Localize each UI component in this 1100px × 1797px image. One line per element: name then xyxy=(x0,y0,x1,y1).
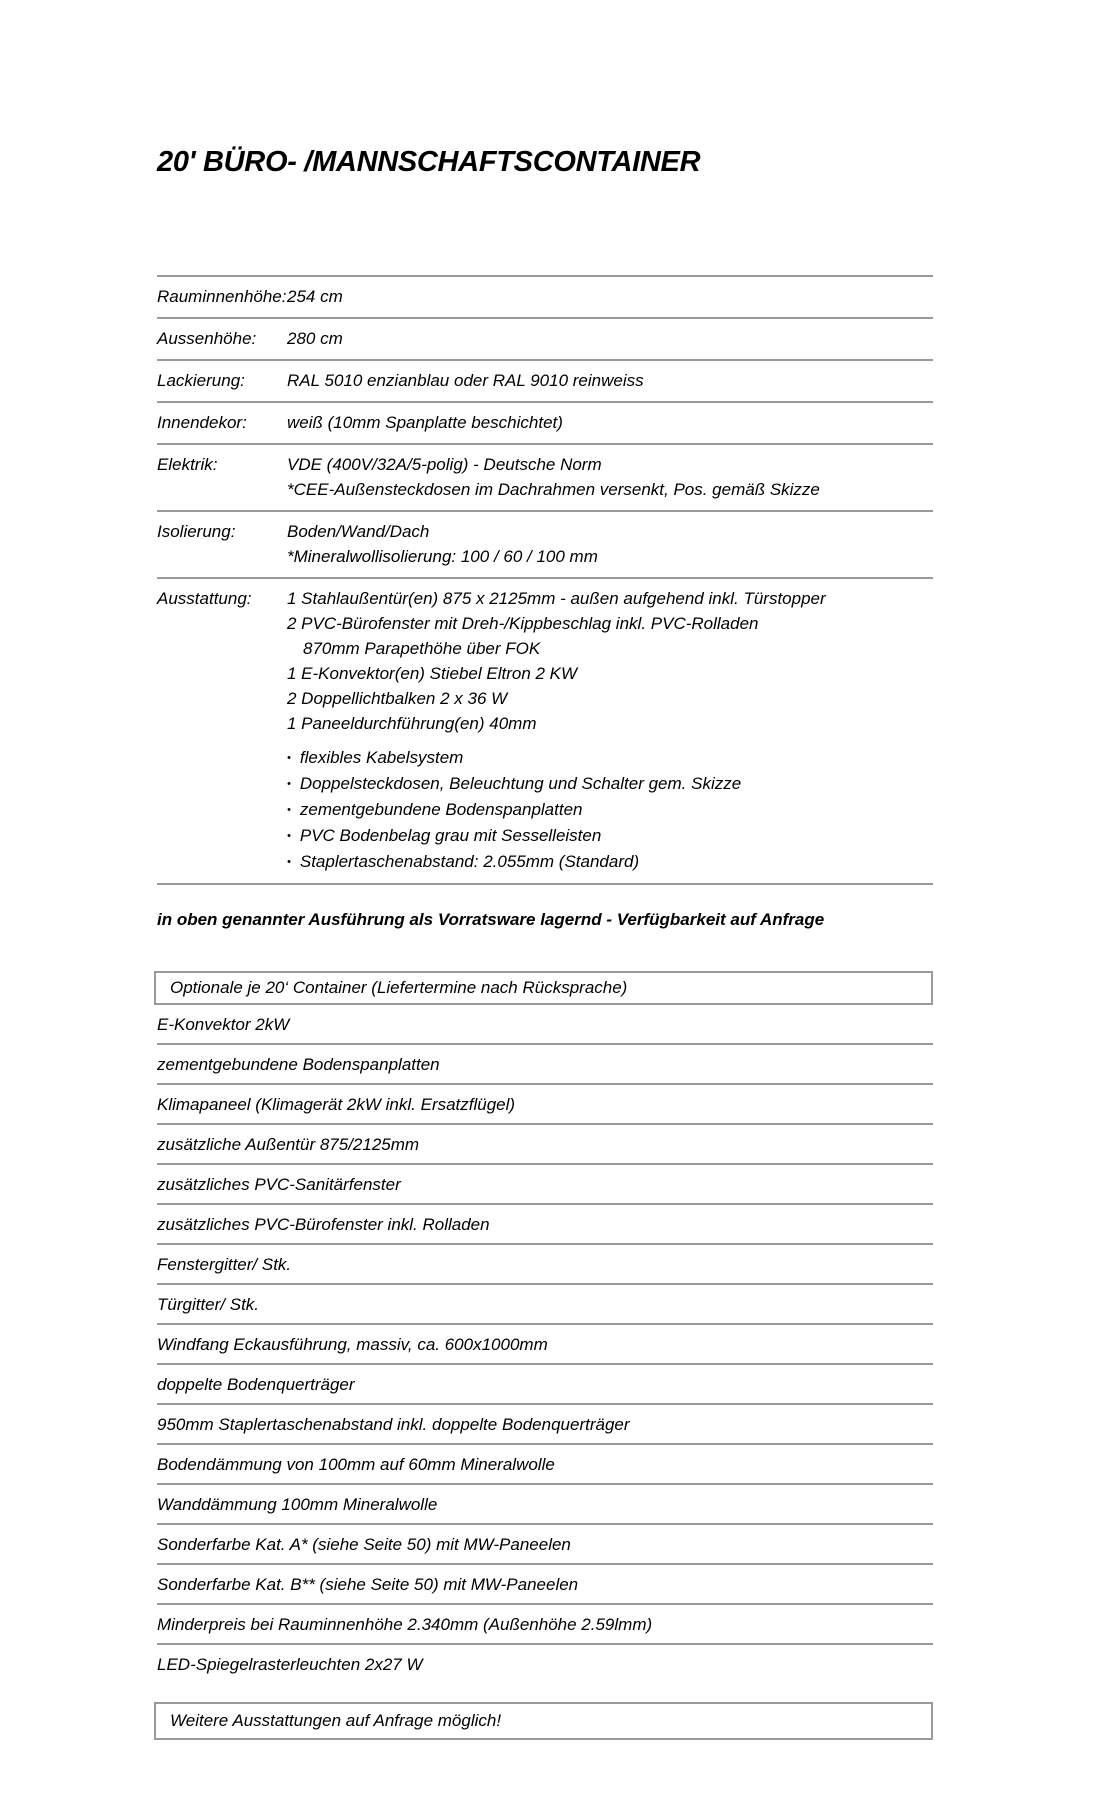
spec-value xyxy=(287,368,933,393)
option-row: zusätzliches PVC-Sanitärfenster xyxy=(157,1165,933,1205)
option-row: zementgebundene Bodenspanplatten xyxy=(157,1045,933,1085)
spec-value-line: 280 cm xyxy=(287,329,343,348)
option-row: Minderpreis bei Rauminnenhöhe 2.340mm (Außenhöhe 2.59lmm) xyxy=(157,1605,933,1645)
spec-value-line: • Doppelsteckdosen, Beleuchtung und Schalter gem. Skizze xyxy=(287,771,933,797)
spec-label: Aussenhöhe: xyxy=(157,329,257,348)
spec-value-line: VDE (400V/32A/5-polig) - Deutsche Norm xyxy=(287,455,602,474)
spec-value-line: *CEE-Außensteckdosen im Dachrahmen versenkt, Pos. gemäß Skizze xyxy=(287,480,820,499)
spec-value xyxy=(287,284,933,309)
option-row: Sonderfarbe Kat. A* (siehe Seite 50) mit MW-Paneelen xyxy=(157,1525,933,1565)
spec-row xyxy=(157,445,933,512)
options-header-box xyxy=(154,971,933,1005)
spec-row xyxy=(157,403,933,445)
availability-note: in oben genannter Ausführung als Vorratsware lagernd - Verfügbarkeit auf Anfrage xyxy=(157,910,825,929)
spec-value-line: • Staplertaschenabstand: 2.055mm (Standard) xyxy=(287,849,933,875)
option-row: Wanddämmung 100mm Mineralwolle xyxy=(157,1485,933,1525)
spec-label: Elektrik: xyxy=(157,455,218,474)
option-row: zusätzliche Außentür 875/2125mm xyxy=(157,1125,933,1165)
spec-row xyxy=(157,319,933,361)
spec-value xyxy=(287,586,933,875)
spec-row xyxy=(157,512,933,579)
spec-value-line: 1 Paneeldurchführung(en) 40mm xyxy=(287,714,537,733)
option-row: Klimapaneel (Klimagerät 2kW inkl. Ersatzflügel) xyxy=(157,1085,933,1125)
option-row: LED-Spiegelrasterleuchten 2x27 W xyxy=(157,1655,423,1674)
spec-row xyxy=(157,361,933,403)
spec-value-line: 2 PVC-Bürofenster mit Dreh-/Kippbeschlag inkl. PVC-Rolladen xyxy=(287,614,759,633)
spec-value-line: • flexibles Kabelsystem xyxy=(287,745,933,771)
spec-value xyxy=(287,326,933,351)
options-header-label: Optionale je 20‘ Container (Liefertermine nach Rücksprache) xyxy=(170,978,628,997)
option-row: 950mm Staplertaschenabstand inkl. doppelte Bodenquerträger xyxy=(157,1405,933,1445)
spec-value xyxy=(287,519,933,569)
spec-label: Rauminnenhöhe: xyxy=(157,287,287,306)
spec-value-line: 1 Stahlaußentür(en) 875 x 2125mm - außen aufgehend inkl. Türstopper xyxy=(287,589,826,608)
option-row: Fenstergitter/ Stk. xyxy=(157,1245,933,1285)
document-content xyxy=(157,0,933,1740)
options-list xyxy=(157,1005,933,1683)
spec-label: Innendekor: xyxy=(157,413,247,432)
option-row: E-Konvektor 2kW xyxy=(157,1005,933,1045)
spec-label: Isolierung: xyxy=(157,522,236,541)
spec-value-line: 2 Doppellichtbalken 2 x 36 W xyxy=(287,689,508,708)
spec-value-line: 254 cm xyxy=(287,287,343,306)
spec-table xyxy=(157,275,933,885)
option-row: doppelte Bodenquerträger xyxy=(157,1365,933,1405)
option-row: Bodendämmung von 100mm auf 60mm Mineralwolle xyxy=(157,1445,933,1485)
spec-value-line: weiß (10mm Spanplatte beschichtet) xyxy=(287,413,563,432)
option-row: Windfang Eckausführung, massiv, ca. 600x1000mm xyxy=(157,1325,933,1365)
spec-value xyxy=(287,410,933,435)
footer-note-label: Weitere Ausstattungen auf Anfrage möglich! xyxy=(170,1711,502,1730)
spec-label: Lackierung: xyxy=(157,371,245,390)
spec-label: Ausstattung: xyxy=(157,589,252,608)
spec-row xyxy=(157,579,933,885)
spec-value-line: RAL 5010 enzianblau oder RAL 9010 reinweiss xyxy=(287,371,644,390)
option-row: zusätzliches PVC-Bürofenster inkl. Rolladen xyxy=(157,1205,933,1245)
spec-value-line: • zementgebundene Bodenspanplatten xyxy=(287,797,933,823)
spec-value-line: 1 E-Konvektor(en) Stiebel Eltron 2 KW xyxy=(287,664,578,683)
spec-value-line: *Mineralwollisolierung: 100 / 60 / 100 mm xyxy=(287,547,598,566)
page-title: 20' BÜRO- /MANNSCHAFTSCONTAINER xyxy=(157,146,701,178)
option-row: Türgitter/ Stk. xyxy=(157,1285,933,1325)
spec-value xyxy=(287,452,933,502)
spec-row xyxy=(157,277,933,319)
option-row: Sonderfarbe Kat. B** (siehe Seite 50) mit MW-Paneelen xyxy=(157,1565,933,1605)
spec-value-line: Boden/Wand/Dach xyxy=(287,522,430,541)
footer-note-box xyxy=(154,1702,933,1740)
spec-value-line: 870mm Parapethöhe über FOK xyxy=(303,639,541,658)
spec-value-line: • PVC Bodenbelag grau mit Sesselleisten xyxy=(287,823,933,849)
